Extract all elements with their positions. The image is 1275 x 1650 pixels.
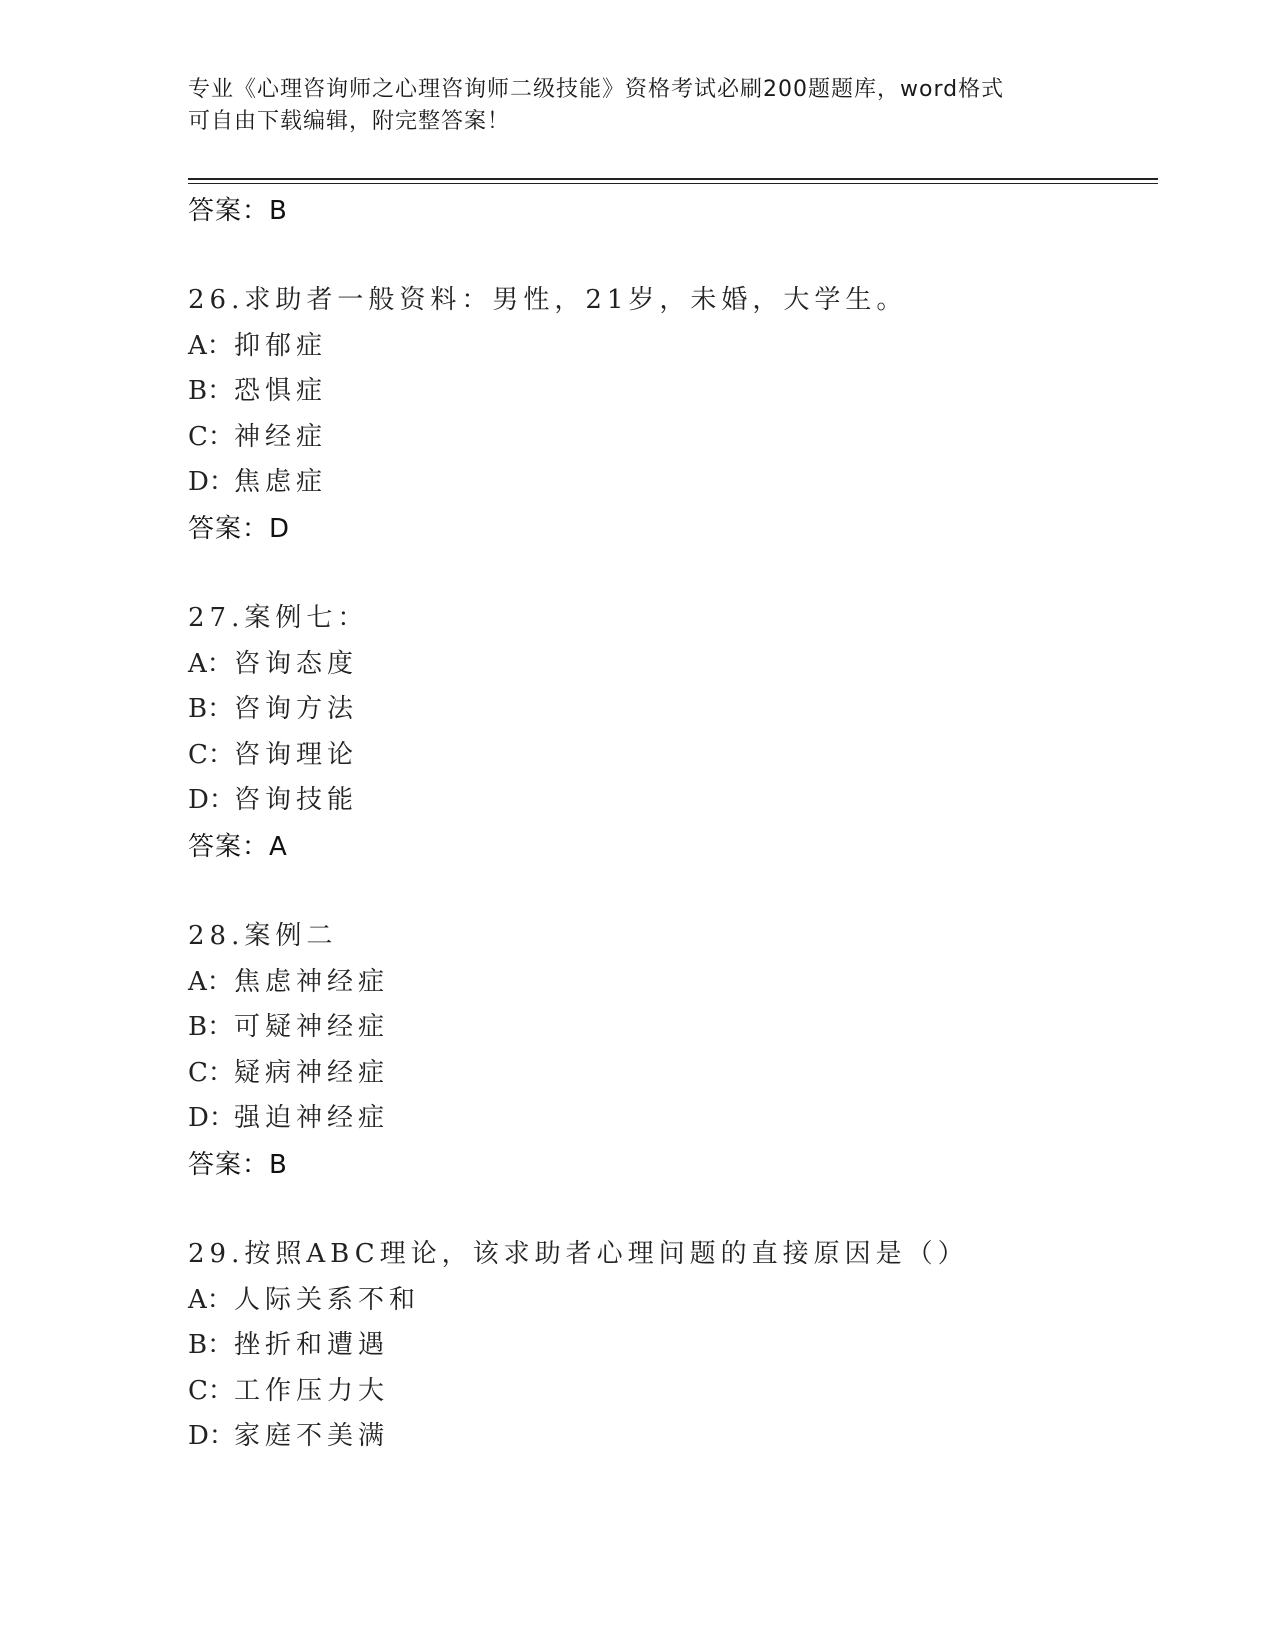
option-text: 神经症 bbox=[234, 421, 328, 452]
option-key: D： bbox=[188, 467, 235, 498]
option-c bbox=[188, 415, 1158, 461]
option-text: 咨询方法 bbox=[234, 694, 359, 725]
option-b bbox=[188, 1005, 1158, 1051]
option-text: 工作压力大 bbox=[234, 1375, 390, 1406]
option-a bbox=[188, 324, 1158, 370]
question-answer: 答案：D bbox=[188, 513, 291, 544]
option-key: A： bbox=[188, 966, 233, 997]
option-b bbox=[188, 369, 1158, 415]
option-a bbox=[188, 1278, 1158, 1324]
question-item bbox=[188, 1232, 1158, 1460]
option-text: 咨询理论 bbox=[234, 739, 359, 770]
option-text: 恐惧症 bbox=[234, 376, 328, 407]
option-key: A： bbox=[188, 330, 233, 361]
option-text: 强迫神经症 bbox=[234, 1103, 390, 1134]
question-stem: 29.按照ABC理论，该求助者心理问题的直接原因是（） bbox=[188, 1238, 969, 1269]
option-text: 焦虑神经症 bbox=[234, 966, 390, 997]
question-item bbox=[188, 278, 1158, 552]
header-rule-thin bbox=[188, 183, 1158, 184]
option-d bbox=[188, 1414, 1158, 1460]
option-text: 挫折和遭遇 bbox=[234, 1330, 390, 1361]
option-a bbox=[188, 960, 1158, 1006]
question-stem: 28.案例二 bbox=[188, 920, 338, 951]
option-key: A： bbox=[188, 648, 233, 679]
document-header bbox=[188, 74, 1068, 138]
question-item bbox=[188, 914, 1158, 1188]
option-key: B： bbox=[188, 694, 234, 725]
option-text: 疑病神经症 bbox=[234, 1057, 390, 1088]
option-key: C： bbox=[188, 739, 234, 770]
question-answer: 答案：A bbox=[188, 831, 288, 862]
header-line-2: 可自由下载编辑，附完整答案！ bbox=[188, 109, 511, 134]
option-key: D： bbox=[188, 1103, 235, 1134]
option-key: C： bbox=[188, 1375, 234, 1406]
question-stem: 26.求助者一般资料：男性，21岁，未婚，大学生。 bbox=[188, 285, 908, 315]
header-rule-thick bbox=[188, 178, 1158, 180]
option-b bbox=[188, 1323, 1158, 1369]
option-key: D： bbox=[188, 1421, 235, 1452]
option-text: 咨询态度 bbox=[234, 648, 359, 679]
question-list bbox=[188, 188, 1158, 1460]
option-text: 抑郁症 bbox=[234, 330, 328, 361]
option-key: A： bbox=[188, 1284, 233, 1315]
option-key: B： bbox=[188, 1330, 234, 1361]
option-key: B： bbox=[188, 376, 234, 407]
question-stem: 27.案例七： bbox=[188, 602, 369, 633]
option-key: C： bbox=[188, 1057, 234, 1088]
option-key: D： bbox=[188, 785, 235, 816]
question-item bbox=[188, 596, 1158, 870]
option-d bbox=[188, 1096, 1158, 1142]
header-line-1: 专业《心理咨询师之心理咨询师二级技能》资格考试必刷200题题库，word格式 bbox=[188, 77, 1005, 102]
option-text: 人际关系不和 bbox=[234, 1284, 421, 1315]
option-c bbox=[188, 1369, 1158, 1415]
option-key: B： bbox=[188, 1012, 234, 1043]
option-text: 家庭不美满 bbox=[234, 1421, 390, 1452]
option-c bbox=[188, 733, 1158, 779]
option-text: 焦虑症 bbox=[234, 467, 328, 498]
option-key: C： bbox=[188, 421, 234, 452]
option-d bbox=[188, 460, 1158, 506]
previous-answer: 答案：B bbox=[188, 196, 288, 226]
option-d bbox=[188, 778, 1158, 824]
option-b bbox=[188, 687, 1158, 733]
option-text: 咨询技能 bbox=[234, 785, 359, 816]
option-c bbox=[188, 1051, 1158, 1097]
question-answer: 答案：B bbox=[188, 1149, 288, 1180]
option-text: 可疑神经症 bbox=[234, 1012, 390, 1043]
option-a bbox=[188, 642, 1158, 688]
